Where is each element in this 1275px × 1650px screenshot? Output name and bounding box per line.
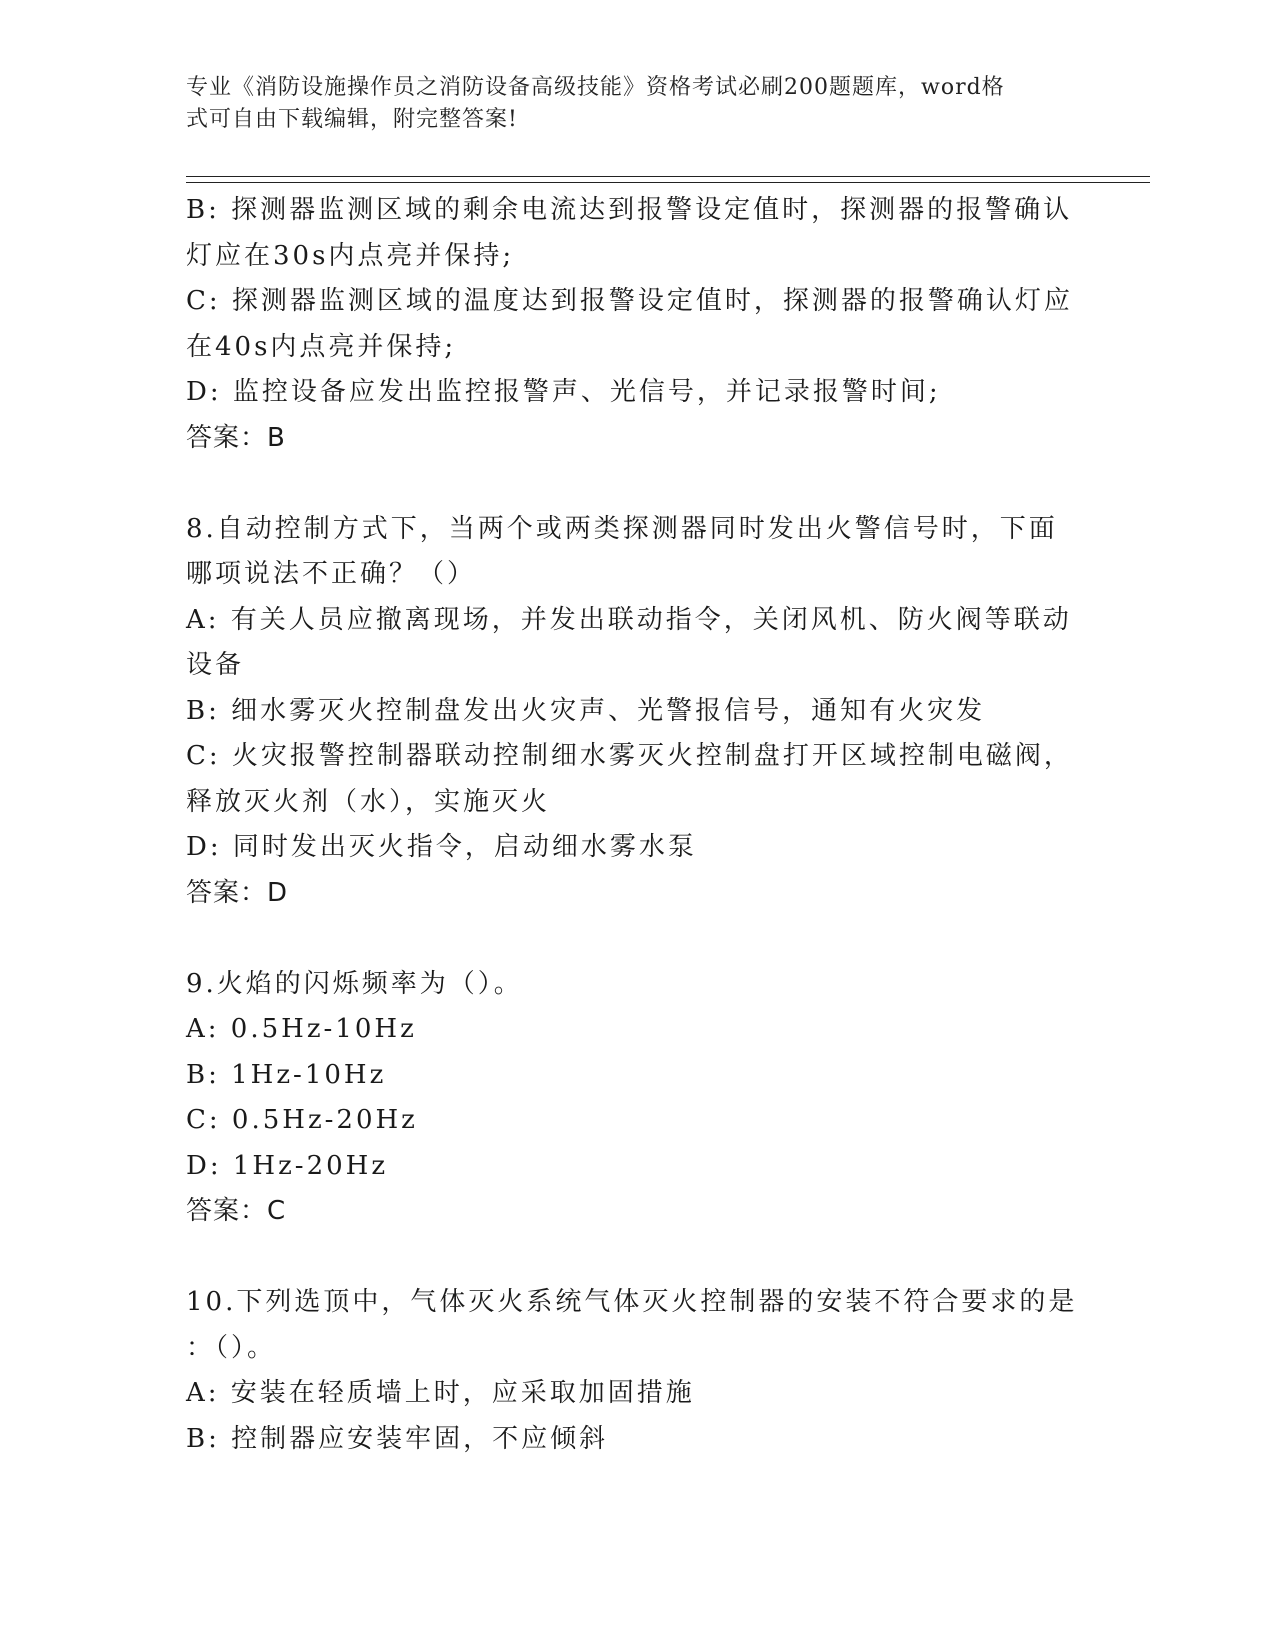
option-d: D: 同时发出灭火指令，启动细水雾水泵 [186,832,697,862]
answer: 答案：B [186,422,286,453]
option-b: B: 控制器应安装牢固，不应倾斜 [186,1423,609,1454]
option-a: A: 0.5Hz-10Hz [186,1014,417,1044]
question-stem-line-1: 10.下列选顶中，气体灭火系统气体灭火控制器的安装不符合要求的是 [186,1287,1078,1317]
question-stem-line-2: 哪项说法不正确？（） [186,559,477,589]
option-b-line-1: B: 探测器监测区域的剩余电流达到报警设定值时，探测器的报警确认 [186,195,1073,225]
spacer [186,916,1076,962]
question-10 [186,1280,1076,1462]
document-header [186,72,1066,136]
option-c-line-1: C: 探测器监测区域的温度达到报警设定值时，探测器的报警确认灯应 [186,286,1073,316]
option-d: D: 1Hz-20Hz [186,1150,389,1181]
spacer [186,1235,1076,1281]
question-9 [186,962,1076,1235]
header-line-2: 式可自由下载编辑，附完整答案! [186,107,518,132]
answer: 答案：D [186,877,289,908]
option-a-line-1: A: 有关人员应撤离现场，并发出联动指令，关闭风机、防火阀等联动 [186,604,1072,635]
spacer [186,461,1076,507]
option-d: D: 监控设备应发出监控报警声、光信号，并记录报警时间; [186,377,941,407]
question-7-tail [186,188,1076,461]
option-c-line-2: 释放灭火剂（水），实施灭火 [186,786,551,817]
option-c-line-1: C: 火灾报警控制器联动控制细水雾灭火控制盘打开区域控制电磁阀， [186,741,1073,771]
option-c: C: 0.5Hz-20Hz [186,1105,418,1135]
option-a-line-2: 设备 [186,650,245,680]
header-line-1: 专业《消防设施操作员之消防设备高级技能》资格考试必刷200题题库，word格 [186,75,1005,100]
option-b: B: 细水雾灭火控制盘发出火灾声、光警报信号，通知有火灾发 [186,695,986,726]
option-a: A: 安装在轻质墙上时，应采取加固措施 [186,1378,695,1408]
option-c-line-2: 在40s内点亮并保持; [186,331,457,362]
question-8 [186,507,1076,917]
answer: 答案：C [186,1196,287,1226]
question-stem-line-2: ：（）。 [186,1332,277,1363]
question-content [186,188,1076,1462]
header-double-rule [186,176,1150,183]
option-b-line-2: 灯应在30s内点亮并保持; [186,240,515,271]
option-b: B: 1Hz-10Hz [186,1059,387,1090]
question-stem: 9.火焰的闪烁频率为（）。 [186,968,523,999]
question-stem-line-1: 8.自动控制方式下，当两个或两类探测器同时发出火警信号时，下面 [186,513,1058,544]
